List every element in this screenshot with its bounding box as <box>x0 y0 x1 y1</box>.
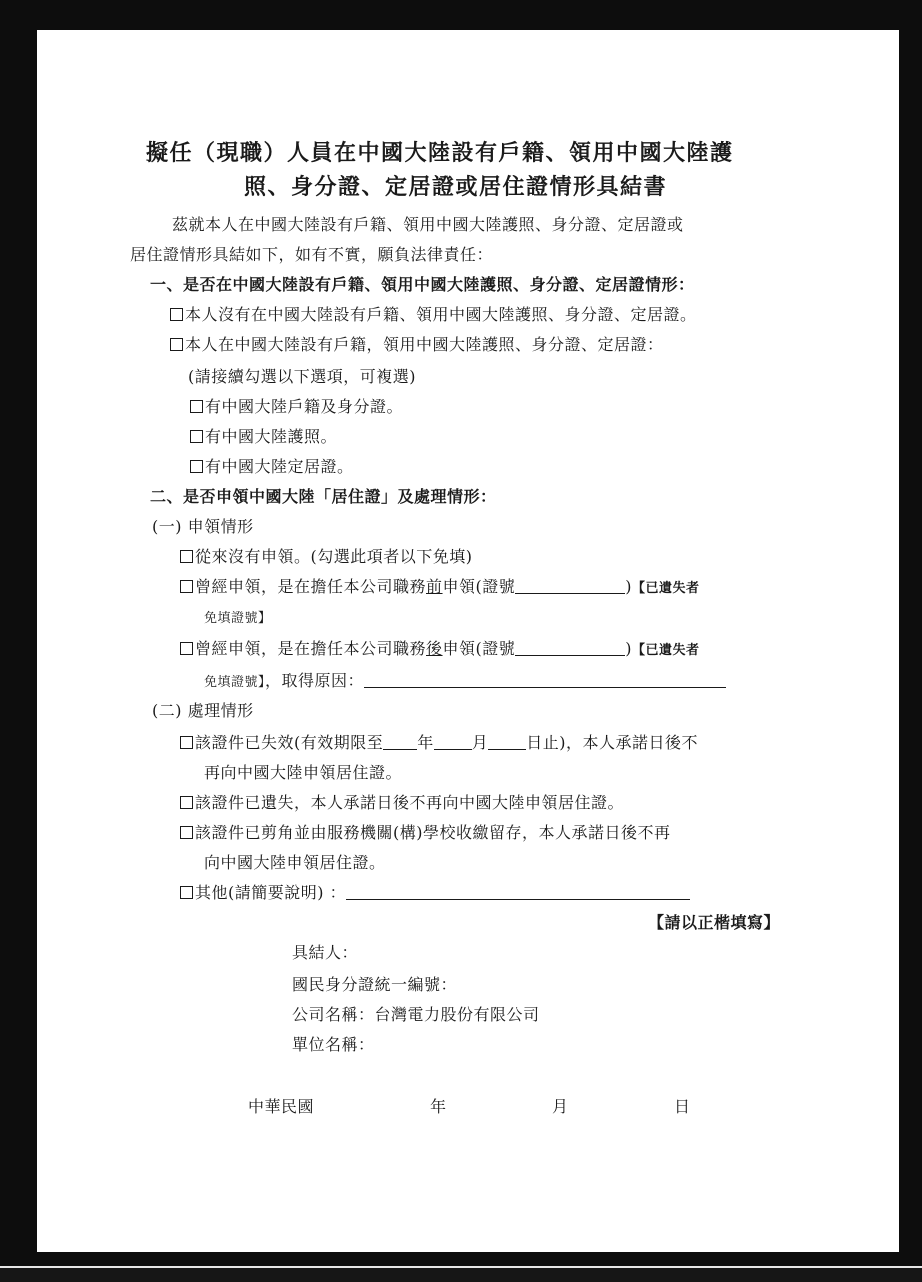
reason-field[interactable] <box>364 673 726 688</box>
month-label: 月 <box>471 733 489 752</box>
certificate-number-field[interactable] <box>515 641 625 656</box>
year-label: 年 <box>417 733 434 752</box>
checkbox[interactable] <box>180 580 193 593</box>
unit-name-label: 單位名稱： <box>292 1035 375 1054</box>
option-label: 該證件已剪角並由服務機關(構)學校收繳留存，本人承諾日後不再 <box>195 823 671 842</box>
lost-note-cont: 免填證號】 <box>204 675 266 690</box>
option-label: 有中國大陸定居證。 <box>205 457 354 476</box>
checkbox[interactable] <box>180 736 193 749</box>
signer-label: 具結人： <box>292 943 359 962</box>
lost-note: 【已遺失者 <box>632 581 700 596</box>
part1-option-2[interactable] <box>180 576 700 600</box>
option-label: 有中國大陸護照。 <box>205 427 338 446</box>
section2-part1-heading: (一) 申領情形 <box>152 517 254 536</box>
checkbox[interactable] <box>180 886 193 899</box>
part2-option-2[interactable] <box>180 792 624 814</box>
date-month: 月 <box>552 1097 569 1116</box>
option-label: 申領(證號 <box>442 639 516 658</box>
option-label: 本人在中國大陸設有戶籍，領用中國大陸護照、身分證、定居證： <box>185 335 664 354</box>
section2-part2-heading: (二) 處理情形 <box>152 701 254 720</box>
option-label: 有中國大陸戶籍及身分證。 <box>205 397 404 416</box>
print-instruction-note: 【請以正楷填寫】 <box>648 913 781 932</box>
intro-line1: 茲就本人在中國大陸設有戶籍、領用中國大陸護照、身分證、定居證或 <box>172 215 684 234</box>
option-label: 該證件已失效(有效期限至 <box>195 733 384 752</box>
document-title-line2: 照、身分證、定居證或居住證情形具結書 <box>244 174 668 200</box>
section1-sub-option-1[interactable] <box>190 396 403 418</box>
option-label: 該證件已遺失，本人承諾日後不再向中國大陸申領居住證。 <box>195 793 625 812</box>
part2-option-3[interactable] <box>180 822 671 844</box>
part2-option-1-cont: 再向中國大陸申領居住證。 <box>204 763 403 782</box>
option-label: 申領(證號 <box>442 577 516 596</box>
expiry-day-field[interactable] <box>488 735 526 750</box>
certificate-number-field[interactable] <box>515 579 625 594</box>
part2-option-1[interactable] <box>180 732 698 754</box>
expiry-month-field[interactable] <box>434 735 472 750</box>
day-label: 日止)，本人承諾日後不 <box>526 733 699 752</box>
option-label: 曾經申領，是在擔任本公司職務 <box>195 639 427 658</box>
checkbox[interactable] <box>180 826 193 839</box>
checkbox[interactable] <box>190 400 203 413</box>
close-paren: ) <box>625 639 633 658</box>
option-label: 曾經申領，是在擔任本公司職務 <box>195 577 427 596</box>
part1-option-3[interactable] <box>180 638 700 662</box>
checkbox[interactable] <box>190 460 203 473</box>
reason-label: ，取得原因： <box>265 671 365 690</box>
checkbox[interactable] <box>170 338 183 351</box>
section1-sub-option-2[interactable] <box>190 426 337 448</box>
part2-option-4[interactable] <box>180 882 690 904</box>
company-name-label: 公司名稱：台灣電力股份有限公司 <box>292 1005 540 1024</box>
option-label: 從來沒有申領。(勾選此項者以下免填) <box>195 547 473 566</box>
emphasis-before: 前 <box>426 577 443 596</box>
option-label: 其他(請簡要說明) ： <box>195 883 347 902</box>
date-day: 日 <box>674 1097 691 1116</box>
intro-line2: 居住證情形具結如下，如有不實，願負法律責任： <box>130 245 494 264</box>
checkbox[interactable] <box>180 796 193 809</box>
lost-note: 【已遺失者 <box>632 643 700 658</box>
checkbox[interactable] <box>180 642 193 655</box>
date-era: 中華民國 <box>248 1097 315 1116</box>
section1-heading: 一、是否在中國大陸設有戶籍、領用中國大陸護照、身分證、定居證情形： <box>150 275 695 294</box>
id-number-label: 國民身分證統一編號： <box>292 975 458 994</box>
date-year: 年 <box>430 1097 447 1116</box>
checkbox[interactable] <box>180 550 193 563</box>
section1-sub-option-3[interactable] <box>190 456 354 478</box>
checkbox[interactable] <box>170 308 183 321</box>
part1-option-1[interactable] <box>180 546 473 568</box>
section2-heading: 二、是否申領中國大陸「居住證」及處理情形： <box>150 487 497 506</box>
part2-option-3-cont: 向中國大陸申領居住證。 <box>204 853 386 872</box>
expiry-year-field[interactable] <box>383 735 417 750</box>
checkbox[interactable] <box>190 430 203 443</box>
lost-note-cont: 免填證號】 <box>204 611 272 626</box>
section1-note: (請接續勾選以下選項，可複選) <box>188 367 416 386</box>
part1-option-3-cont <box>204 670 726 694</box>
other-description-field[interactable] <box>346 885 690 900</box>
section1-option-no[interactable] <box>170 304 697 326</box>
document-title-line1: 擬任（現職）人員在中國大陸設有戶籍、領用中國大陸護 <box>146 140 734 166</box>
section1-option-yes[interactable] <box>170 334 664 356</box>
emphasis-after: 後 <box>426 639 443 658</box>
option-label: 本人沒有在中國大陸設有戶籍、領用中國大陸護照、身分證、定居證。 <box>185 305 697 324</box>
close-paren: ) <box>625 577 633 596</box>
